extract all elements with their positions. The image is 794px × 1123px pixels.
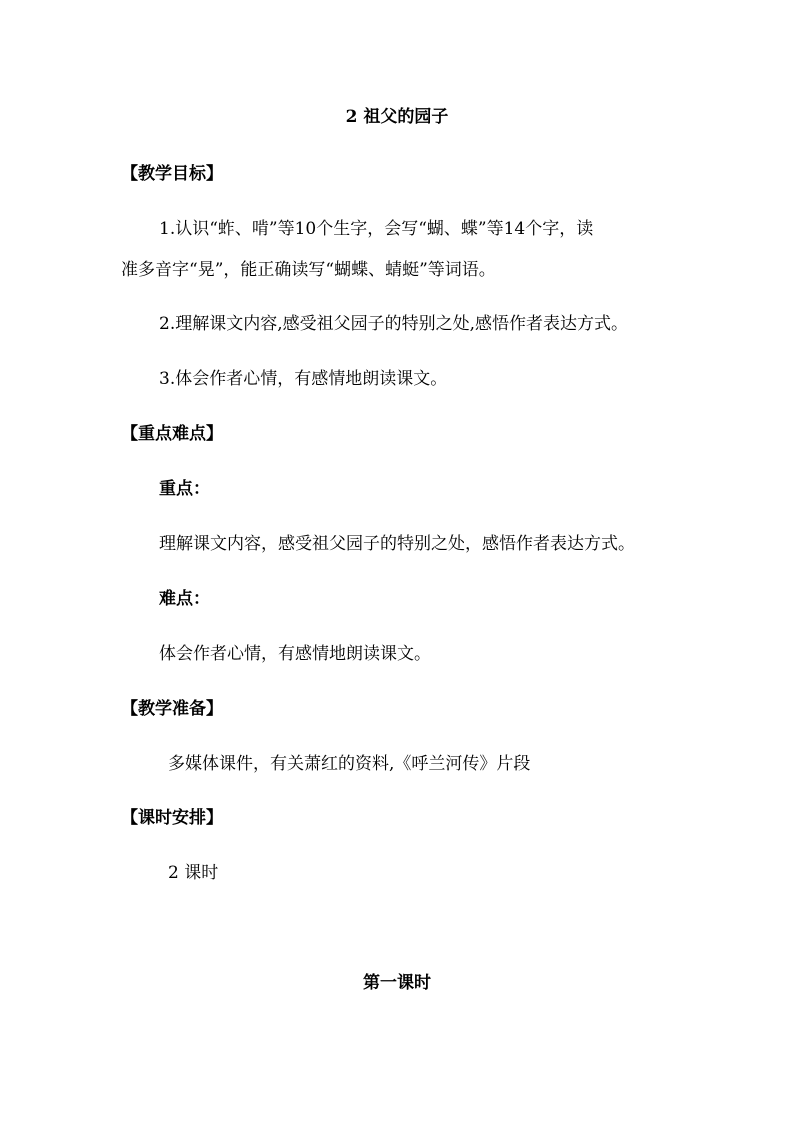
goals-heading: 【教学目标】: [121, 164, 223, 184]
lesson-heading: 第一课时: [363, 973, 431, 993]
key-points-heading: 【重点难点】: [121, 424, 223, 444]
goal-item-1-line-1: 1.认识“蚱、啃”等10个生字，会写“蝴、蝶”等14个字，读: [159, 219, 594, 239]
document-title: 2 祖父的园子: [345, 107, 449, 127]
preparation-heading: 【教学准备】: [121, 699, 223, 719]
difficult-point-text: 体会作者心情，有感情地朗读课文。: [159, 644, 431, 664]
preparation-text: 多媒体课件，有关萧红的资料,《呼兰河传》片段: [168, 754, 531, 774]
difficult-point-label: 难点：: [159, 589, 210, 609]
key-point-label: 重点：: [159, 479, 210, 499]
goal-item-1-line-2: 准多音字“晃”，能正确读写“蝴蝶、蜻蜓”等词语。: [121, 260, 496, 280]
goal-item-3: 3.体会作者心情，有感情地朗读课文。: [159, 369, 448, 389]
schedule-heading: 【课时安排】: [121, 808, 223, 828]
goal-item-2: 2.理解课文内容,感受祖父园子的特别之处,感悟作者表达方式。: [159, 314, 629, 334]
key-point-text: 理解课文内容，感受祖父园子的特别之处，感悟作者表达方式。: [159, 534, 635, 554]
schedule-text: 2 课时: [168, 863, 219, 883]
